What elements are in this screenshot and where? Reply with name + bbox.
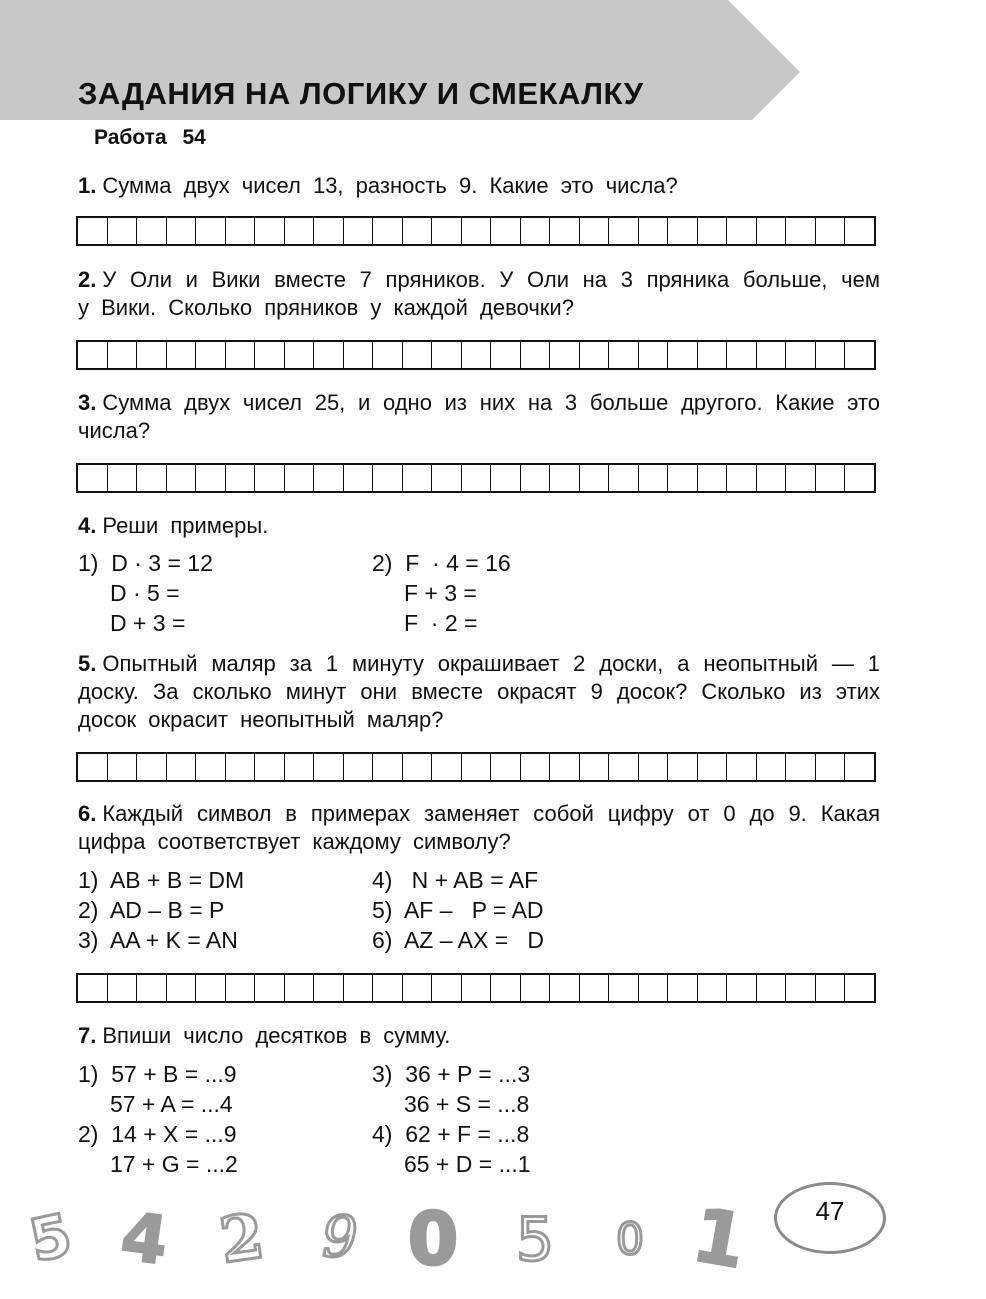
grid-cell[interactable]: [226, 975, 256, 1001]
task-text: Сумма двух чисел 13, разность 9. Какие это числа?: [102, 173, 678, 198]
grid-cell[interactable]: [491, 465, 521, 491]
grid-cell[interactable]: [167, 218, 197, 244]
grid-cell[interactable]: [845, 975, 874, 1001]
grid-cell[interactable]: [403, 342, 433, 368]
grid-cell[interactable]: [196, 754, 226, 780]
task-text: Сумма двух чисел 25, и одно из них на 3 больше другого. Какие это числа?: [78, 390, 880, 443]
task-number: 1.: [78, 173, 97, 198]
answer-grid[interactable]: [76, 340, 876, 370]
grid-cell[interactable]: [550, 754, 580, 780]
grid-cell[interactable]: [639, 342, 669, 368]
equation: 1) AB + B = DM: [78, 867, 245, 893]
grid-cell[interactable]: [344, 975, 374, 1001]
equation: 2) F · 4 = 16: [372, 550, 511, 576]
task-3: [78, 389, 880, 445]
grid-cell[interactable]: [373, 342, 403, 368]
grid-cell[interactable]: [609, 218, 639, 244]
task-number: 6.: [78, 801, 97, 826]
page-title: ЗАДАНИЯ НА ЛОГИКУ И СМЕКАЛКУ: [78, 76, 644, 111]
grid-cell[interactable]: [580, 465, 610, 491]
grid-cell[interactable]: [845, 754, 874, 780]
grid-cell[interactable]: [137, 975, 167, 1001]
grid-cell[interactable]: [285, 754, 315, 780]
grid-cell[interactable]: [668, 465, 698, 491]
grid-cell[interactable]: [403, 465, 433, 491]
answer-grid[interactable]: [76, 973, 876, 1003]
grid-cell[interactable]: [462, 754, 492, 780]
answer-grid[interactable]: [76, 752, 876, 782]
decorative-digits: [23, 1192, 760, 1286]
grid-cell[interactable]: [727, 465, 757, 491]
grid-cell[interactable]: [786, 218, 816, 244]
grid-cell[interactable]: [550, 465, 580, 491]
grid-cell[interactable]: [432, 218, 462, 244]
grid-cell[interactable]: [609, 342, 639, 368]
grid-cell[interactable]: [167, 975, 197, 1001]
task-number: 5.: [78, 651, 97, 676]
grid-cell[interactable]: [373, 465, 403, 491]
grid-cell[interactable]: [255, 975, 285, 1001]
task-7: [78, 1022, 880, 1050]
equation: 3) AA + K = AN: [78, 927, 238, 953]
grid-cell[interactable]: [432, 465, 462, 491]
task-text: Впиши число десятков в сумму.: [102, 1023, 451, 1048]
grid-cell[interactable]: [344, 465, 374, 491]
grid-cell[interactable]: [668, 975, 698, 1001]
grid-cell[interactable]: [668, 754, 698, 780]
page-number: 47: [815, 1196, 845, 1226]
decorative-digit: 0: [408, 1197, 459, 1281]
equation: 4) 62 + F = ...8: [372, 1121, 530, 1147]
equation: 57 + A = ...4: [78, 1091, 233, 1117]
grid-cell[interactable]: [727, 218, 757, 244]
task-6: [78, 800, 880, 856]
grid-cell[interactable]: [255, 754, 285, 780]
equation: 17 + G = ...2: [78, 1151, 238, 1177]
equation: 4) N + AB = AF: [372, 867, 539, 893]
decorative-digit: 4: [116, 1197, 173, 1281]
grid-cell[interactable]: [786, 465, 816, 491]
grid-cell[interactable]: [167, 754, 197, 780]
grid-cell[interactable]: [698, 754, 728, 780]
work-label: Работа 54: [94, 126, 206, 149]
grid-cell[interactable]: [108, 754, 138, 780]
equation: F + 3 =: [372, 580, 477, 606]
grid-cell[interactable]: [314, 975, 344, 1001]
task-number: 4.: [78, 513, 97, 538]
grid-cell[interactable]: [226, 218, 256, 244]
equation: D · 5 =: [78, 580, 180, 606]
task-5: [78, 650, 880, 734]
equation: 1) D · 3 = 12: [78, 550, 213, 576]
decorative-digit: 0: [616, 1214, 644, 1265]
grid-cell[interactable]: [845, 342, 874, 368]
grid-cell[interactable]: [373, 975, 403, 1001]
decorative-digit: 2: [215, 1199, 269, 1278]
grid-cell[interactable]: [580, 342, 610, 368]
grid-cell[interactable]: [108, 218, 138, 244]
equation: 2) 14 + X = ...9: [78, 1121, 237, 1147]
decorative-digit: 9: [322, 1205, 358, 1270]
grid-cell[interactable]: [668, 218, 698, 244]
grid-cell[interactable]: [373, 218, 403, 244]
grid-cell[interactable]: [137, 342, 167, 368]
grid-cell[interactable]: [845, 465, 874, 491]
grid-cell[interactable]: [432, 975, 462, 1001]
grid-cell[interactable]: [550, 342, 580, 368]
grid-cell[interactable]: [698, 975, 728, 1001]
grid-cell[interactable]: [609, 975, 639, 1001]
grid-cell[interactable]: [521, 975, 551, 1001]
task-text: Каждый символ в примерах заменяет собой цифру от 0 до 9. Какая цифра соответствует каждому символу?: [78, 801, 880, 854]
grid-cell[interactable]: [137, 465, 167, 491]
grid-cell[interactable]: [255, 218, 285, 244]
grid-cell[interactable]: [344, 754, 374, 780]
grid-cell[interactable]: [816, 342, 846, 368]
grid-cell[interactable]: [344, 218, 374, 244]
grid-cell[interactable]: [757, 975, 787, 1001]
grid-cell[interactable]: [727, 342, 757, 368]
grid-cell[interactable]: [757, 342, 787, 368]
task-text: Опытный маляр за 1 минуту окрашивает 2 доски, а неопытный — 1 доску. За сколько минут они вместе окрасят 9 досок? Сколько из этих досок окрасит неопытный маляр?: [78, 651, 880, 732]
grid-cell[interactable]: [255, 342, 285, 368]
task-text: У Оли и Вики вместе 7 пряников. У Оли на 3 пряника больше, чем у Вики. Сколько пряников у каждой девочки?: [78, 267, 880, 320]
answer-grid[interactable]: [76, 463, 876, 493]
grid-cell[interactable]: [196, 975, 226, 1001]
grid-cell[interactable]: [845, 218, 874, 244]
grid-cell[interactable]: [668, 342, 698, 368]
equation: 1) 57 + B = ...9: [78, 1061, 237, 1087]
grid-cell[interactable]: [491, 342, 521, 368]
grid-cell[interactable]: [314, 342, 344, 368]
grid-cell[interactable]: [757, 465, 787, 491]
grid-cell[interactable]: [78, 218, 108, 244]
answer-grid[interactable]: [76, 216, 876, 246]
grid-cell[interactable]: [78, 754, 108, 780]
grid-cell[interactable]: [196, 342, 226, 368]
grid-cell[interactable]: [137, 754, 167, 780]
equation: 65 + D = ...1: [372, 1151, 531, 1177]
grid-cell[interactable]: [698, 465, 728, 491]
grid-cell[interactable]: [639, 465, 669, 491]
grid-cell[interactable]: [698, 218, 728, 244]
grid-cell[interactable]: [285, 465, 315, 491]
grid-cell[interactable]: [609, 754, 639, 780]
grid-cell[interactable]: [639, 218, 669, 244]
grid-cell[interactable]: [226, 342, 256, 368]
grid-cell[interactable]: [226, 754, 256, 780]
grid-cell[interactable]: [786, 754, 816, 780]
grid-cell[interactable]: [403, 218, 433, 244]
equation: 3) 36 + P = ...3: [372, 1061, 531, 1087]
task-number: 7.: [78, 1023, 97, 1048]
grid-cell[interactable]: [521, 465, 551, 491]
grid-cell[interactable]: [285, 218, 315, 244]
grid-cell[interactable]: [137, 218, 167, 244]
grid-cell[interactable]: [344, 342, 374, 368]
grid-cell[interactable]: [639, 754, 669, 780]
grid-cell[interactable]: [432, 342, 462, 368]
equation: 5) AF – P = AD: [372, 897, 544, 923]
grid-cell[interactable]: [462, 465, 492, 491]
grid-cell[interactable]: [786, 342, 816, 368]
grid-cell[interactable]: [550, 975, 580, 1001]
grid-cell[interactable]: [314, 218, 344, 244]
grid-cell[interactable]: [462, 218, 492, 244]
grid-cell[interactable]: [521, 342, 551, 368]
grid-cell[interactable]: [580, 975, 610, 1001]
grid-cell[interactable]: [373, 754, 403, 780]
grid-cell[interactable]: [462, 342, 492, 368]
task-2: [78, 266, 880, 322]
task-number: 3.: [78, 390, 97, 415]
task-4: [78, 512, 880, 540]
grid-cell[interactable]: [491, 975, 521, 1001]
grid-cell[interactable]: [196, 218, 226, 244]
grid-cell[interactable]: [609, 465, 639, 491]
grid-cell[interactable]: [639, 975, 669, 1001]
decorative-digit: 5: [23, 1200, 78, 1276]
grid-cell[interactable]: [403, 975, 433, 1001]
grid-cell[interactable]: [78, 975, 108, 1001]
grid-cell[interactable]: [255, 465, 285, 491]
task-text: Реши примеры.: [102, 513, 269, 538]
grid-cell[interactable]: [108, 465, 138, 491]
grid-cell[interactable]: [521, 754, 551, 780]
grid-cell[interactable]: [786, 975, 816, 1001]
grid-cell[interactable]: [757, 218, 787, 244]
grid-cell[interactable]: [167, 342, 197, 368]
grid-cell[interactable]: [580, 754, 610, 780]
grid-cell[interactable]: [491, 218, 521, 244]
equation: 6) AZ – AX = D: [372, 927, 544, 953]
equation: D + 3 =: [78, 610, 186, 636]
grid-cell[interactable]: [314, 754, 344, 780]
grid-cell[interactable]: [816, 218, 846, 244]
equation: 2) AD – B = P: [78, 897, 225, 923]
equation: F · 2 =: [372, 610, 478, 636]
grid-cell[interactable]: [816, 975, 846, 1001]
grid-cell[interactable]: [816, 465, 846, 491]
grid-cell[interactable]: [167, 465, 197, 491]
grid-cell[interactable]: [462, 975, 492, 1001]
grid-cell[interactable]: [698, 342, 728, 368]
decorative-digit: 1: [686, 1192, 753, 1286]
grid-cell[interactable]: [78, 465, 108, 491]
grid-cell[interactable]: [727, 975, 757, 1001]
grid-cell[interactable]: [491, 754, 521, 780]
grid-cell[interactable]: [550, 218, 580, 244]
grid-cell[interactable]: [432, 754, 462, 780]
grid-cell[interactable]: [285, 975, 315, 1001]
grid-cell[interactable]: [78, 342, 108, 368]
grid-cell[interactable]: [727, 754, 757, 780]
task-number: 2.: [78, 267, 97, 292]
equation: 36 + S = ...8: [372, 1091, 530, 1117]
grid-cell[interactable]: [580, 218, 610, 244]
task-1: [78, 172, 880, 200]
grid-cell[interactable]: [816, 754, 846, 780]
grid-cell[interactable]: [285, 342, 315, 368]
grid-cell[interactable]: [196, 465, 226, 491]
grid-cell[interactable]: [226, 465, 256, 491]
grid-cell[interactable]: [403, 754, 433, 780]
grid-cell[interactable]: [108, 342, 138, 368]
grid-cell[interactable]: [521, 218, 551, 244]
grid-cell[interactable]: [314, 465, 344, 491]
grid-cell[interactable]: [757, 754, 787, 780]
decorative-digit: 5: [516, 1205, 555, 1275]
grid-cell[interactable]: [108, 975, 138, 1001]
